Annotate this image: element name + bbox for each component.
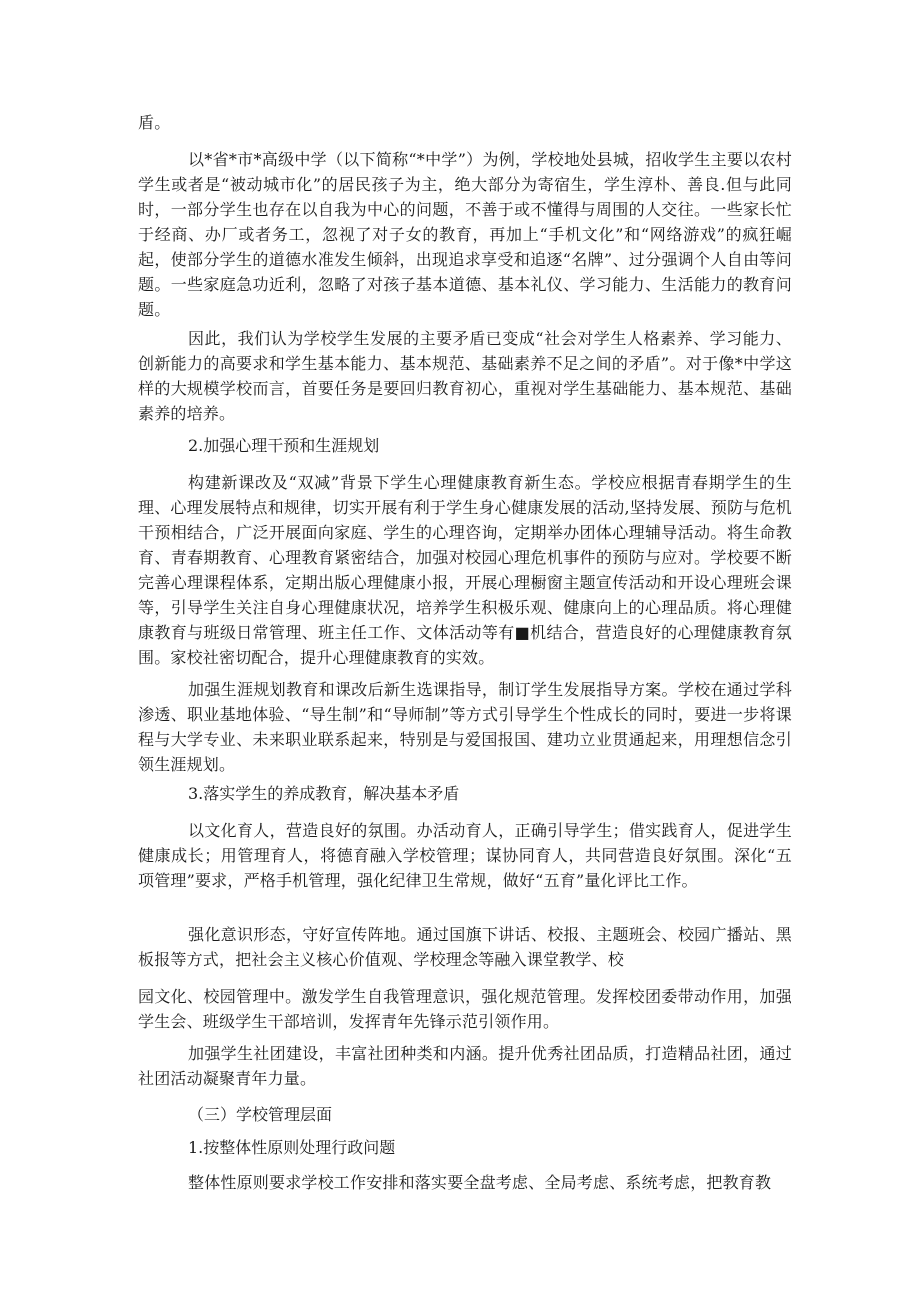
paragraph-main-contradiction: 因此，我们认为学校学生发展的主要矛盾已变成“社会对学生人格素养、学习能力、创新能力的高要求和学生基本能力、基本规范、基础素养不足之间的矛盾”。对于像*中学这样的大规模学校而言，首要任务是要回归教育初心，重视对学生基础能力、基本规范、基础素养的培养。 — [138, 329, 792, 423]
paragraph-career-planning: 加强生涯规划教育和课改后新生选课指导，制订学生发展指导方案。学校在通过学科渗透、职业基地体验、“导生制”和“导师制”等方式引导学生个性成长的同时，要进一步将课程与大学专业、未来职业联系起来，特别是与爱国报国、建功立业贯通起来，用理想信念引领生涯规划。 — [138, 680, 792, 774]
paragraph-ideology: 强化意识形态，守好宣传阵地。通过国旗下讲话、校报、主题班会、校园广播站、黑板报等方式，把社会主义核心价值观、学校理念等融入课堂教学、校 — [138, 925, 792, 969]
heading-holistic-principle: 1.按整体性原则处理行政问题 — [188, 1138, 396, 1157]
paragraph-student-clubs: 加强学生社团建设，丰富社团种类和内涵。提升优秀社团品质，打造精品社团，通过社团活动凝聚青年力量。 — [138, 1044, 792, 1088]
paragraph-school-example: 以*省*市*高级中学（以下简称“*中学”）为例，学校地处县城，招收学生主要以农村学生或者是“被动城市化”的居民孩子为主，绝大部分为寄宿生，学生淳朴、善良.但与此同时，一部分学生也存在以自我为中心的问题，不善于或不懂得与周围的人交往。一些家长忙于经商、办厂或者务工，忽视了对子女的教育，再加上“手机文化”和“网络游戏”的疯狂崛起，使部分学生的道德水准发生倾斜，出现追求享受和追逐“名牌”、过分强调个人自由等问题。一些家庭急功近利，忽略了对孩子基本道德、基本礼仪、学习能力、生活能力的教育问题。 — [138, 150, 792, 319]
paragraph-continuation: 盾。 — [138, 113, 171, 132]
paragraph-mental-health: 构建新课改及“双减”背景下学生心理健康教育新生态。学校应根据青春期学生的生理、心理发展特点和规律，切实开展有利于学生身心健康发展的活动,坚持发展、预防与危机干预相结合，广泛开展面向家庭、学生的心理咨询，定期举办团体心理辅导活动。将生命教育、青春期教育、心理教育紧密结合，加强对校园心理危机事件的预防与应对。学校要不断完善心理课程体系，定期出版心理健康小报，开展心理橱窗主题宣传活动和开设心理班会课等，引导学生关注自身心理健康状况，培养学生积极乐观、健康向上的心理品质。将心理健康教育与班级日常管理、班主任工作、文体活动等有■机结合，营造良好的心理健康教育氛围。家校社密切配合，提升心理健康教育的实效。 — [138, 473, 792, 667]
heading-school-management: （三）学校管理层面 — [188, 1105, 333, 1124]
paragraph-campus-management: 园文化、校园管理中。激发学生自我管理意识，强化规范管理。发挥校团委带动作用，加强学生会、班级学生干部培训，发挥青年先锋示范引领作用。 — [138, 987, 792, 1031]
paragraph-culture-education: 以文化育人，营造良好的氛围。办活动育人，正确引导学生；借实践育人，促进学生健康成长；用管理育人，将德育融入学校管理；谋协同育人，共同营造良好氛围。深化“五项管理”要求，严格手机管理，强化纪律卫生常规，做好“五育”量化评比工作。 — [138, 821, 792, 890]
heading-psychology-career: 2.加强心理干预和生涯规划 — [188, 436, 380, 455]
heading-habit-education: 3.落实学生的养成教育，解决基本矛盾 — [188, 784, 460, 803]
paragraph-holistic-principle: 整体性原则要求学校工作安排和落实要全盘考虑、全局考虑、系统考虑，把教育教 — [188, 1173, 772, 1192]
